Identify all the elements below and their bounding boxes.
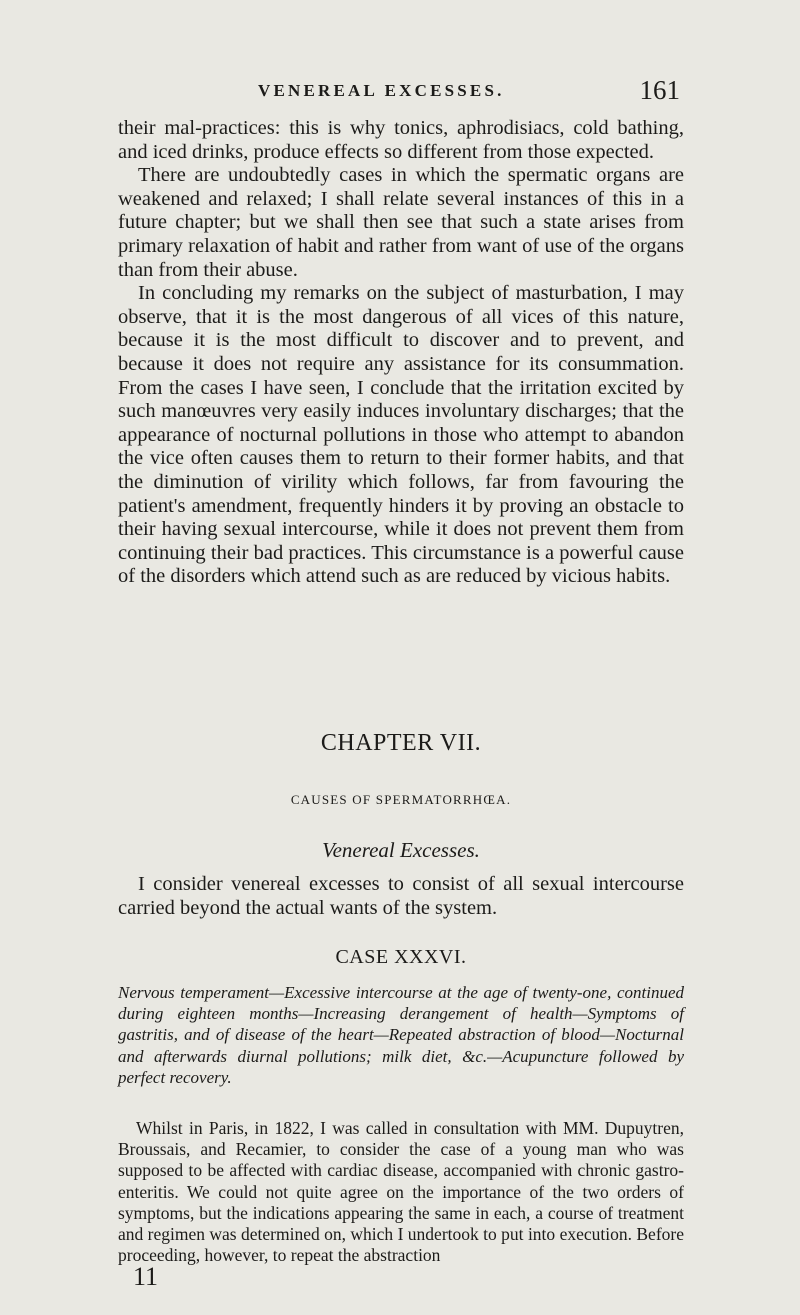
signature-mark: 11 [133,1262,159,1291]
chapter-title: CHAPTER VII. [320,730,482,756]
case-body: Whilst in Paris, in 1822, I was called in consultation with MM. Dupuytren, Broussais, and Recamier, to consider the case of a young man who was supposed to be affected with cardiac disease, accompanied with chronic gastro-enteritis. We could not quite agree on the importance of the two orders of symptoms, but the indications appearing the same in each, a course of treatment and regimen was determined on, which I undertook to put into execution. Before proceeding, however, to repeat the abstraction [118,1118,684,1266]
chapter-subtitle: CAUSES OF SPERMATORRHŒA. [290,792,512,807]
paragraph: There are undoubtedly cases in which the spermatic organs are weakened and relaxed; I shall relate several instances of this in a future chapter; but we shall then see that such a state arises from primary relaxation of habit and rather from want of use of the organs than from their abuse. [118,164,684,281]
paragraph: I consider venereal excesses to consist of all sexual intercourse carried beyond the actual wants of the system. [118,873,684,919]
chapter-intro [118,873,684,920]
paragraph: In concluding my remarks on the subject of masturbation, I may observe, that it is the most dangerous of all vices of this nature, because it is the most difficult to discover and to prevent, and because it does not require any assistance for its consummation. From the cases I have seen, I conclude that the irritation excited by such manœuvres very easily induces involuntary discharges; that the appearance of nocturnal pollutions in those who attempt to abandon the vice often causes them to return to their former habits, and that the diminution of virility which follows, far from favouring the patient's amendment, frequently hinders it by proving an obstacle to their having sexual intercourse, while it does not prevent them from continuing their bad practices. This circumstance is a powerful cause of the disorders which attend such as are reduced by vicious habits. [118,282,684,588]
paragraph: their mal-practices: this is why tonics, aphrodisiacs, cold bathing, and iced drinks, produce effects so different from those expected. [118,117,684,163]
body-text [118,117,684,589]
running-title: VENEREAL EXCESSES. [258,81,505,100]
case-title: CASE XXXVI. [335,946,467,968]
section-title: Venereal Excesses. [322,838,480,862]
page-number: 161 [639,75,680,105]
running-header [118,75,684,111]
case-summary: Nervous temperament—Excessive intercourse at the age of twenty-one, continued during eighteen months—Increasing derangement of health—Symptoms of gastritis, and of disease of the heart—Repeated abstraction of blood—Nocturnal and afterwards diurnal pollutions; milk diet, &c.—Acupuncture followed by perfect recovery. [118,983,684,1087]
